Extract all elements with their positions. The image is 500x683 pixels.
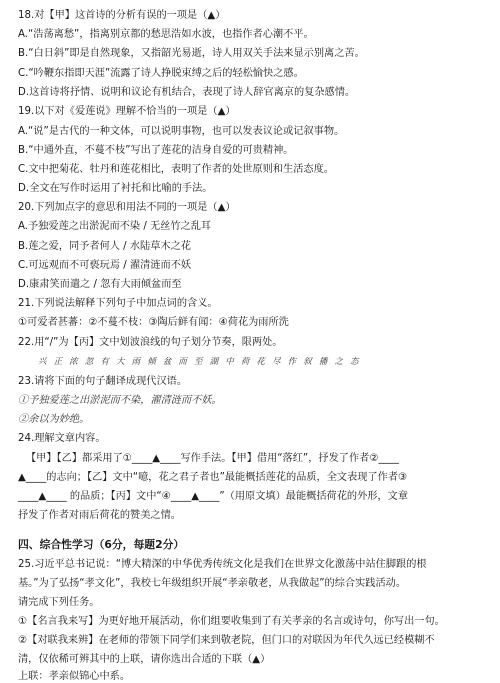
q21-items: ①可爱者甚蕃：②不蔓不枝：③陶后鲜有闻：④荷花为雨所洗 [18,317,289,328]
q25-text-1: 25.习近平总书记说：“博大精深的中华优秀传统文化是我们在世界文化激荡中站住脚跟的根 [18,559,427,570]
q23-sentence-1: ①予独爱莲之出淤泥而不染，濯清涟而不妖。 [18,395,222,406]
q18-option-a: A.“浩荡离愁”，指离别京都的愁思浩如水波，也指作者心潮不平。 [18,29,314,40]
q24-text-3: ____▲____ 的品质；【丙】文中“④____▲____”（用原文填）最能概括荷花的外形，文章 [18,491,409,502]
q18-option-b: B.“白日斜”即是自然现象，又指韶光易逝，诗人用双关手法来显示别离之苦。 [18,48,365,59]
q19-option-d: D.全文在写作时运用了衬托和比喻的手法。 [18,183,213,194]
q22-stem: 22.用“/”为【丙】文中划波浪线的句子划分节奏，限两处。 [18,337,283,348]
q20-stem: 20.下列加点字的意思和用法不同的一项是（▲） [18,202,236,213]
q19-option-a: A.“说”是古代的一种文体，可以说明事物，也可以发表议论或记叙事物。 [18,126,345,137]
q25-couplet-upper: 上联：孝亲似锦心中系。 [18,671,131,682]
q22-sentence: 兴 正 浓 忽 有 大 雨 倾 盆 而 至 湖 中 荷 花 尽 作 叙 播 之 态 [38,357,361,367]
q25-task-2: ②【对联我来辨】在老师的带领下同学们来到敬老院，但门口的对联因为年代久远已经模糊不 [18,635,435,646]
q23-sentence-2: ②余以为妙绝。 [18,414,90,425]
q21-stem: 21.下列说法解释下列句子中加点词的含义。 [18,298,218,309]
q18-stem: 18.对【甲】这首诗的分析有误的一项是（▲） [18,10,226,21]
q19-option-b: B.“中通外直，不蔓不枝”写出了莲花的洁身自爱的可贵精神。 [18,145,294,156]
q18-option-c: C.“吟鞭东指即天涯”流露了诗人挣脱束缚之后的轻松愉快之感。 [18,68,304,79]
q25-text-3: 请完成下列任务。 [18,597,100,608]
section-heading: 四、综合性学习（6分，每题2分） [18,538,185,551]
q19-option-c: C.文中把菊花、牡丹和莲花相比，表明了作者的处世原则和生活态度。 [18,164,334,175]
q23-stem: 23.请将下面的句子翻译成现代汉语。 [18,376,188,387]
q24-text-2: ▲____的志向；【乙】文中“噫，花之君子者也”最能概括莲花的品质，全文表现了作者③ [18,472,408,483]
q25-text-2: 基。”为了弘扬“孝文化”，我校七年级组织开展“孝亲敬老，从我做起”的综合实践活动。 [18,578,407,589]
q24-text-4: 抒发了作者对雨后荷花的赞美之情。 [18,510,181,521]
q20-option-a: A.予独爱莲之出淤泥而不染 / 无丝竹之乱耳 [18,221,212,232]
q24-stem: 24.理解文章内容。 [18,433,106,444]
q25-task-2-cont: 清，仅依稀可辨其中的上联，请你选出合适的下联（▲） [18,654,271,665]
q20-option-d: D.康肃笑而遣之 / 忽有大雨倾盆而至 [18,279,182,290]
q19-stem: 19.以下对《爱莲说》理解不恰当的一项是（▲） [18,106,236,117]
q25-task-1: ①【名言我来写】为更好地开展活动，你们组要收集到了有关孝亲的名言或诗句，你写出一句。 [18,616,445,627]
q24-text-1: 【甲】【乙】都采用了①____▲____写作手法。【甲】借用“落红”，抒发了作者②____ [26,453,399,464]
q20-option-c: C.可远观而不可亵玩焉 / 濯清涟而不妖 [18,260,192,271]
q18-option-d: D.这首诗将抒情、说明和议论有机结合，表现了诗人辞官离京的复杂感情。 [18,87,356,98]
q20-option-b: B.莲之爱，同予者何人 / 水陆草木之花 [18,241,191,252]
